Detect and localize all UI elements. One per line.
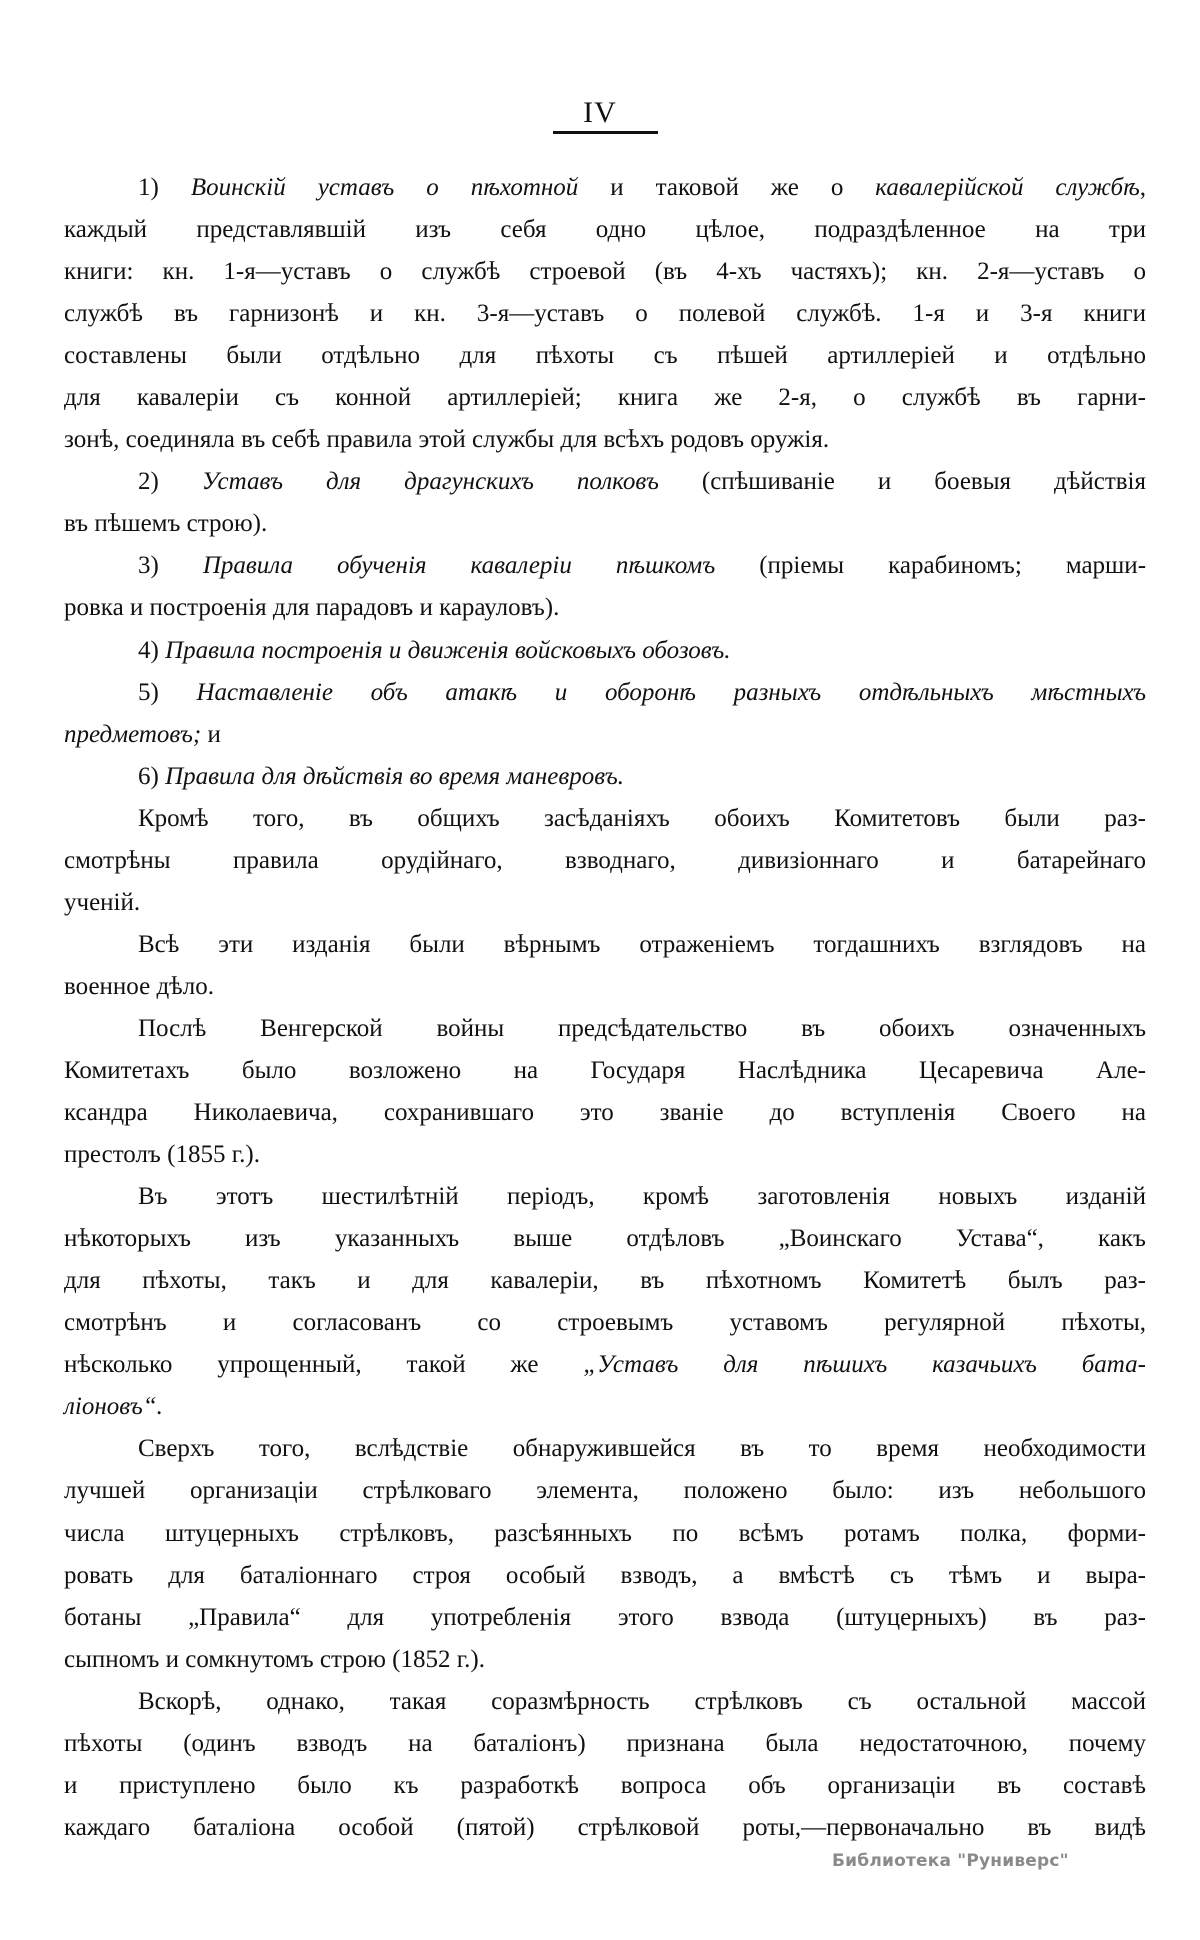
text-line: [64, 1302, 1146, 1344]
text-line: [64, 587, 1146, 629]
text-segment: (пріемы карабиномъ; марши-: [715, 552, 1147, 580]
text-segment: ровать для баталіоннаго строя особый взводъ, а вмѣстѣ съ тѣмъ и выра-: [64, 1561, 1146, 1589]
text-line: [64, 1344, 1146, 1386]
text-line: [64, 1260, 1146, 1302]
library-watermark: Библиотека "Руниверс": [832, 1851, 1069, 1871]
text-segment: и приступлено было къ разработкѣ вопроса объ организаціи въ составѣ: [64, 1771, 1146, 1799]
text-line: [64, 1386, 1146, 1428]
text-line: [64, 630, 1146, 672]
body-text: [64, 167, 1146, 1849]
italic-title-text: „Уставъ для пѣшихъ казачьихъ бата-: [583, 1351, 1146, 1379]
text-segment: книги: кн. 1-я—уставъ о службѣ строевой (въ 4-хъ частяхъ); кн. 2-я—уставъ о: [64, 258, 1146, 286]
text-line: [64, 1134, 1146, 1176]
text-line: [64, 1597, 1146, 1639]
text-line: [64, 419, 1146, 461]
text-segment: числа штуцерныхъ стрѣлковъ, разсѣянныхъ по всѣмъ ротамъ полка, форми-: [64, 1519, 1146, 1547]
text-segment: смотрѣны правила орудійнаго, взводнаго, дивизіоннаго и батарейнаго: [64, 846, 1146, 874]
text-segment: 2): [138, 468, 202, 496]
text-line: [64, 1723, 1146, 1765]
text-line: [64, 966, 1146, 1008]
text-line: [64, 503, 1146, 545]
text-line: [64, 1555, 1146, 1597]
text-line: [64, 1681, 1146, 1723]
text-segment: каждый представлявшій изъ себя одно цѣлое, подраздѣленное на три: [64, 216, 1146, 244]
text-segment: ,: [1139, 174, 1146, 201]
text-line: [64, 167, 1146, 209]
text-line: [64, 377, 1146, 419]
text-line: [64, 714, 1146, 756]
text-segment: ботаны „Правила“ для употребленія этого взвода (штуцерныхъ) въ раз-: [64, 1603, 1146, 1631]
text-segment: 1): [138, 174, 191, 201]
text-segment: военное дѣло.: [64, 972, 214, 1000]
text-segment: для кавалеріи съ конной артиллеріей; книга же 2-я, о службѣ въ гарни-: [64, 384, 1146, 412]
text-line: [64, 545, 1146, 587]
text-line: [64, 293, 1146, 335]
text-segment: Сверхъ того, вслѣдствіе обнаружившейся въ то время необходимости: [138, 1435, 1146, 1463]
text-line: [64, 1513, 1146, 1555]
text-segment: и таковой же о: [578, 174, 876, 201]
italic-title-text: Правила построенія и движенія войсковыхъ обозовъ.: [165, 636, 731, 664]
text-segment: ученій.: [64, 888, 141, 916]
text-segment: для пѣхоты, такъ и для кавалеріи, въ пѣхотномъ Комитетѣ былъ раз-: [64, 1267, 1146, 1295]
page-number-rule: [553, 131, 658, 134]
text-segment: (спѣшиваніе и боевыя дѣйствія: [658, 468, 1146, 496]
text-line: [64, 1470, 1146, 1512]
text-segment: каждаго баталіона особой (пятой) стрѣлковой роты,—первоначально въ видѣ: [64, 1813, 1146, 1841]
text-segment: смотрѣнъ и согласованъ со строевымъ уставомъ регулярной пѣхоты,: [64, 1309, 1146, 1337]
italic-title-text: Правила для дѣйствія во время маневровъ.: [165, 762, 624, 790]
text-segment: лучшей организаціи стрѣлковаго элемента, положено было: изъ небольшого: [64, 1477, 1146, 1505]
text-line: [64, 756, 1146, 798]
text-segment: въ пѣшемъ строю).: [64, 510, 268, 538]
text-segment: 6): [138, 762, 166, 790]
text-segment: Комитетахъ было возложено на Государя Наслѣдника Цесаревича Але-: [64, 1056, 1146, 1084]
text-line: [64, 1050, 1146, 1092]
text-segment: Вскорѣ, однако, такая соразмѣрность стрѣлковъ съ остальной массой: [138, 1687, 1146, 1715]
text-segment: и: [201, 720, 221, 748]
text-line: [64, 798, 1146, 840]
text-segment: нѣсколько упрощенный, такой же: [64, 1351, 584, 1379]
italic-title-text: Уставъ для драгунскихъ полковъ: [201, 468, 659, 496]
text-line: [64, 1218, 1146, 1260]
italic-title-text: ліоновъ“.: [64, 1393, 163, 1421]
text-segment: пѣхоты (одинъ взводъ на баталіонъ) признана была недостаточною, почему: [64, 1729, 1146, 1757]
text-segment: Въ этотъ шестилѣтній періодъ, кромѣ заготовленія новыхъ изданій: [138, 1183, 1146, 1211]
italic-title-text: Наставленіе объ атакѣ и оборонѣ разныхъ отдѣльныхъ мѣстныхъ: [196, 678, 1146, 706]
text-line: [64, 1008, 1146, 1050]
italic-title-text: кавалерійской службѣ: [875, 174, 1140, 201]
text-segment: 3): [138, 552, 203, 580]
text-segment: Послѣ Венгерской войны предсѣдательство въ обоихъ означенныхъ: [138, 1014, 1146, 1042]
text-line: [64, 882, 1146, 924]
text-line: [64, 1807, 1146, 1849]
text-segment: службѣ въ гарнизонѣ и кн. 3-я—уставъ о полевой службѣ. 1-я и 3-я книги: [64, 300, 1146, 328]
text-segment: составлены были отдѣльно для пѣхоты съ пѣшей артиллеріей и отдѣльно: [64, 342, 1146, 370]
italic-title-text: предметовъ;: [64, 720, 202, 748]
page-number: IV: [583, 96, 617, 129]
text-segment: зонѣ, соединяла въ себѣ правила этой службы для всѣхъ родовъ оружія.: [64, 426, 830, 454]
text-segment: сыпномъ и сомкнутомъ строю (1852 г.).: [64, 1645, 485, 1673]
text-line: [64, 672, 1146, 714]
text-line: [64, 251, 1146, 293]
italic-title-text: Воинскій уставъ о пѣхотной: [190, 174, 579, 201]
text-line: [64, 840, 1146, 882]
text-line: [64, 1639, 1146, 1681]
text-line: [64, 209, 1146, 251]
text-segment: 4): [138, 636, 166, 664]
text-segment: Кромѣ того, въ общихъ засѣданіяхъ обоихъ Комитетовъ были раз-: [138, 804, 1146, 832]
text-line: [64, 1176, 1146, 1218]
text-line: [64, 1092, 1146, 1134]
text-segment: Всѣ эти изданія были вѣрнымъ отраженіемъ тогдашнихъ взглядовъ на: [138, 930, 1146, 958]
text-segment: нѣкоторыхъ изъ указанныхъ выше отдѣловъ „Воинскаго Устава“, какъ: [64, 1225, 1146, 1253]
text-segment: 5): [138, 678, 197, 706]
text-line: [64, 335, 1146, 377]
text-line: [64, 461, 1146, 503]
text-segment: ксандра Николаевича, сохранившаго это званіе до вступленія Своего на: [64, 1099, 1146, 1127]
text-line: [64, 1765, 1146, 1807]
text-line: [64, 924, 1146, 966]
text-segment: престолъ (1855 г.).: [64, 1141, 260, 1169]
italic-title-text: Правила обученія кавалеріи пѣшкомъ: [202, 552, 716, 580]
text-segment: ровка и построенія для парадовъ и карауловъ).: [64, 594, 560, 622]
text-line: [64, 1428, 1146, 1470]
